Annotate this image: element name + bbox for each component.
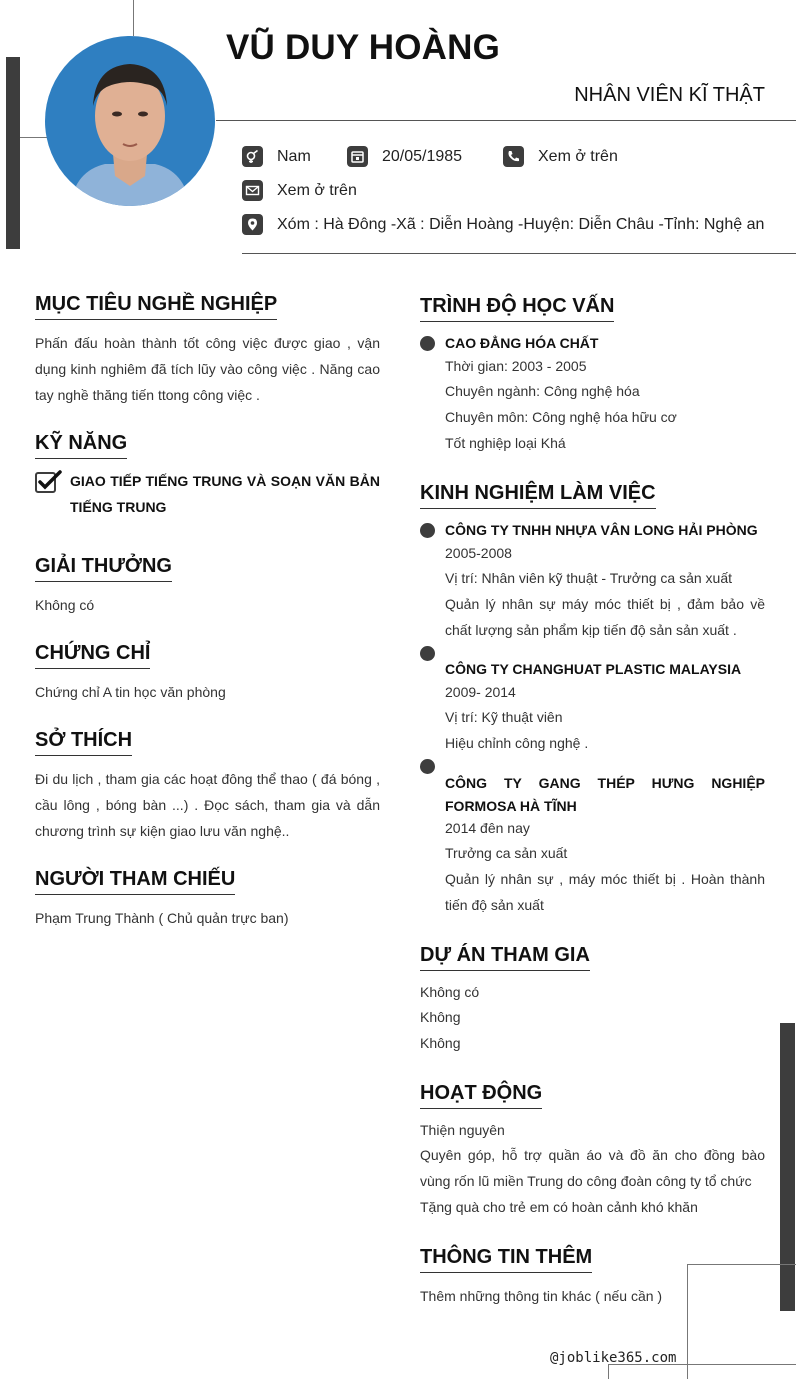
job-position: Vị trí: Nhân viên kỹ thuật - Trưởng ca sản xuất (445, 570, 733, 586)
email-row (242, 180, 357, 201)
more-info-title: THÔNG TIN THÊM (420, 1246, 592, 1273)
activity-item: Tặng quà cho trẻ em có hoàn cảnh khó khăn (420, 1199, 698, 1215)
candidate-name: VŨ DUY HOÀNG (226, 28, 501, 67)
phone-value: Xem ở trên (538, 147, 618, 165)
phone-row (503, 146, 618, 167)
references-text: Phạm Trung Thành ( Chủ quản trực ban) (35, 910, 289, 926)
hobbies-text: Đi du lịch , tham gia các hoạt đông thể thao ( đá bóng , cầu lông , bóng bàn ...) . Đọc sách, tham gia và dẫn chương trình sự kiện giao lưu văn nghệ.. (35, 771, 380, 839)
timeline-dot (420, 336, 435, 351)
email-icon (242, 180, 263, 201)
birthday-row (347, 146, 462, 167)
skill-item: GIAO TIẾP TIẾNG TRUNG VÀ SOẠN VĂN BẢN TIẾNG TRUNG (70, 473, 380, 515)
education-title: TRÌNH ĐỘ HỌC VẤN (420, 295, 614, 322)
more-info-text: Thêm những thông tin khác ( nếu cần ) (420, 1288, 663, 1304)
avatar-connector-line (20, 137, 50, 138)
left-accent-bar (6, 57, 20, 249)
education-time: Thời gian: 2003 - 2005 (445, 358, 587, 374)
checkbox-checked-icon (35, 470, 62, 493)
projects-title: DỰ ÁN THAM GIA (420, 944, 590, 971)
job-company: CÔNG TY GANG THÉP HƯNG NGHIỆP FORMOSA HÀ TĨNH (445, 775, 765, 814)
gender-row (242, 146, 311, 167)
address-row (242, 214, 764, 235)
job-period: 2014 đên nay (445, 820, 530, 836)
job-position: Trưởng ca sản xuất (445, 845, 568, 861)
gender-icon (242, 146, 263, 167)
gender-value: Nam (277, 147, 311, 165)
top-divider-line (133, 0, 134, 36)
activity-item: Thiện nguyên (420, 1122, 505, 1138)
info-divider (242, 253, 796, 254)
hobbies-title: SỞ THÍCH (35, 729, 132, 756)
certificates-text: Chứng chỉ A tin học văn phòng (35, 684, 226, 700)
project-item: Không có (420, 984, 480, 1000)
education-school: CAO ĐẲNG HÓA CHẤT (445, 335, 599, 351)
phone-icon (503, 146, 524, 167)
skills-title: KỸ NĂNG (35, 432, 127, 459)
job-period: 2005-2008 (445, 545, 512, 561)
job-description: Hiệu chỉnh công nghệ . (445, 735, 589, 751)
job-description: Quản lý nhân sự , máy móc thiết bị . Hoàn thành tiến độ sản xuất (445, 871, 765, 913)
activities-title: HOẠT ĐỘNG (420, 1082, 542, 1109)
job-company: CÔNG TY TNHH NHỰA VÂN LONG HẢI PHÒNG (445, 522, 758, 538)
footer-watermark: @joblike365.com (550, 1350, 677, 1366)
timeline-dot (420, 523, 435, 538)
job-position: Vị trí: Kỹ thuật viên (445, 709, 563, 725)
awards-text: Không có (35, 597, 95, 613)
job-company: CÔNG TY CHANGHUAT PLASTIC MALAYSIA (445, 661, 742, 677)
bottom-right-frame (687, 1264, 796, 1379)
birthday-value: 20/05/1985 (382, 147, 463, 165)
project-item: Không (420, 1009, 461, 1025)
objective-text: Phấn đấu hoàn thành tốt công việc được giao , vận dụng kinh nghiêm đã tích lũy vào công việc . Năng cao tay nghề thăng tiến ttong công việc . (35, 335, 380, 403)
education-specialty: Chuyên môn: Công nghệ hóa hữu cơ (445, 409, 677, 425)
project-item: Không (420, 1035, 461, 1051)
job-title: NHÂN VIÊN KĨ THẬT (574, 84, 765, 106)
calendar-icon (347, 146, 368, 167)
objective-title: MỤC TIÊU NGHỀ NGHIỆP (35, 293, 277, 320)
job-period: 2009- 2014 (445, 684, 516, 700)
experience-title: KINH NGHIỆM LÀM VIỆC (420, 482, 656, 509)
bottom-vertical-line (608, 1364, 609, 1379)
references-title: NGƯỜI THAM CHIẾU (35, 868, 235, 895)
avatar (45, 36, 215, 206)
timeline-dot (420, 759, 435, 774)
location-pin-icon (242, 214, 263, 235)
header-divider (216, 120, 796, 121)
education-grade: Tốt nghiệp loại Khá (445, 435, 566, 451)
timeline-dot (420, 646, 435, 661)
job-description: Quản lý nhân sự máy móc thiết bị , đảm bảo về chất lượng sản phẩm kịp tiến độ sản sản xuất . (445, 596, 765, 638)
awards-title: GIẢI THƯỞNG (35, 555, 172, 582)
email-value: Xem ở trên (277, 181, 357, 199)
address-value: Xóm : Hà Đông -Xã : Diễn Hoàng -Huyện: Diễn Châu -Tỉnh: Nghệ an (277, 215, 765, 233)
activity-item: Quyên góp, hỗ trợ quần áo và đồ ăn cho đồng bào vùng rốn lũ miền Trung do công đoàn công ty tổ chức (420, 1147, 765, 1189)
certificates-title: CHỨNG CHỈ (35, 642, 150, 669)
education-major: Chuyên ngành: Công nghệ hóa (445, 383, 640, 399)
